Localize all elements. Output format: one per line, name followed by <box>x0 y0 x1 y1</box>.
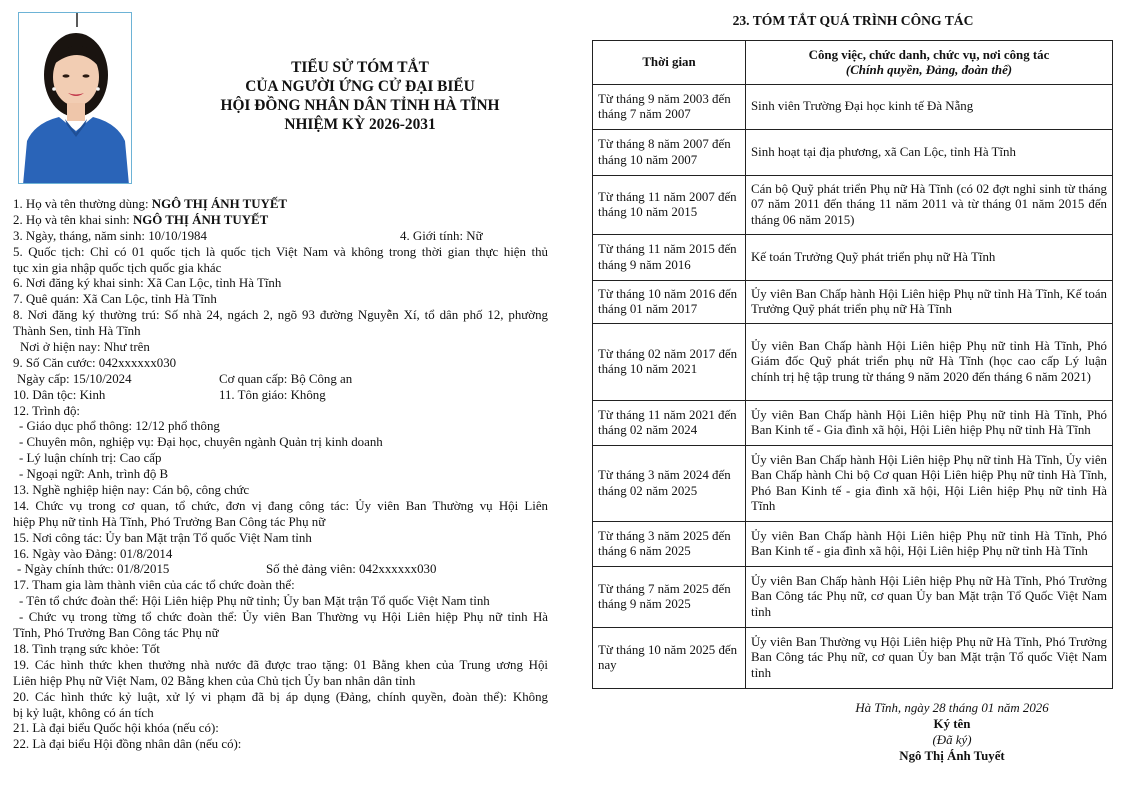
bio-line-7: 7. Quê quán: Xã Can Lộc, tỉnh Hà Tĩnh <box>13 292 217 307</box>
bio-line-9b <box>13 372 548 388</box>
bio-line-13: 13. Nghề nghiệp hiện nay: Cán bộ, công chức <box>13 483 250 498</box>
table-row <box>593 628 1113 689</box>
row-desc: Ủy viên Ban Chấp hành Hội Liên hiệp Phụ nữ Hà Tĩnh, Phó Trưởng Ban Công tác Phụ nữ, cơ quan Ủy ban Mặt trận Tổ Quốc Việt Nam tỉnh <box>746 567 1113 628</box>
table-row <box>593 235 1113 281</box>
religion: 11. Tôn giáo: Không <box>219 387 326 402</box>
row-time: Từ tháng 10 năm 2025 đến nay <box>593 628 746 689</box>
birth-name-label: 2. Họ và tên khai sinh: <box>13 212 133 227</box>
row-desc: Ủy viên Ban Chấp hành Hội Liên hiệp Phụ nữ tỉnh Hà Tĩnh, Kế toán Trưởng Quỹ phát triển phụ nữ Hà Tĩnh <box>746 281 1113 324</box>
bio-line-22: 22. Là đại biểu Hội đồng nhân dân (nếu có): <box>13 737 242 752</box>
table-row <box>593 85 1113 130</box>
row-time: Từ tháng 3 năm 2025 đến tháng 6 năm 2025 <box>593 522 746 567</box>
work-history-table <box>592 40 1113 689</box>
bio-line-9: 9. Số Căn cước: 042xxxxxx030 <box>13 355 177 370</box>
bio-line-17: 17. Tham gia làm thành viên của các tổ chức đoàn thể: <box>13 578 295 593</box>
row-time: Từ tháng 02 năm 2017 đến tháng 10 năm 2021 <box>593 324 746 401</box>
bio-line-14a: 14. Chức vụ trong cơ quan, tổ chức, đơn vị đang công tác: Ủy viên Ban Thường vụ Hội Liên <box>13 498 548 513</box>
ethnicity: 10. Dân tộc: Kinh <box>13 387 106 402</box>
party-card-number: Số thẻ đảng viên: 042xxxxxx030 <box>266 562 437 577</box>
issuing-agency: Cơ quan cấp: Bộ Công an <box>219 371 353 386</box>
row-desc: Ủy viên Ban Chấp hành Hội Liên hiệp Phụ nữ tỉnh Hà Tĩnh, Ủy viên Ban Chấp hành Chi bộ Cơ quan Hội Liên hiệp Phụ nữ tỉnh Hà Tĩnh, Phó Ban Kinh tế - gia đình xã hội, Hội Liên hiệp Phụ nữ tỉnh Hà Tĩnh <box>746 446 1113 522</box>
col-desc-title: Công việc, chức danh, chức vụ, nơi công tác <box>808 47 1050 62</box>
issue-date: Ngày cấp: 15/10/2024 <box>17 371 132 386</box>
row-time: Từ tháng 11 năm 2015 đến tháng 9 năm 2016 <box>593 235 746 281</box>
gender: 4. Giới tính: Nữ <box>400 228 483 243</box>
row-time: Từ tháng 11 năm 2007 đến tháng 10 năm 2015 <box>593 176 746 235</box>
bio-line-12: 12. Trình độ: <box>13 403 80 418</box>
bio-line-17a: - Tên tổ chức đoàn thể: Hội Liên hiệp Phụ nữ tỉnh; Ủy ban Mặt trận Tổ quốc Việt Nam tỉnh <box>19 594 490 609</box>
row-time: Từ tháng 10 năm 2016 đến tháng 01 năm 2017 <box>593 281 746 324</box>
row-desc: Ủy viên Ban Chấp hành Hội Liên hiệp Phụ nữ tỉnh Hà Tĩnh, Phó Giám đốc Quỹ phát triển phụ nữ Hà Tĩnh (học cao cấp Lý luận chính trị hệ tập trung từ tháng 9 năm 2020 đến tháng 6 năm 2021) <box>746 324 1113 401</box>
table-row <box>593 324 1113 401</box>
birth-name-value: NGÔ THỊ ÁNH TUYẾT <box>132 212 269 227</box>
title-line-2: CỦA NGƯỜI ỨNG CỬ ĐẠI BIỂU <box>245 78 475 95</box>
document-title <box>150 58 570 134</box>
signer-name: Ngô Thị Ánh Tuyết <box>899 749 1005 763</box>
col-desc-header <box>746 41 1113 85</box>
table-row <box>593 130 1113 176</box>
table-row <box>593 401 1113 446</box>
common-name-value: NGÔ THỊ ÁNH TUYẾT <box>151 197 288 211</box>
row-time: Từ tháng 8 năm 2007 đến tháng 10 năm 2007 <box>593 130 746 176</box>
bio-line-6: 6. Nơi đăng ký khai sinh: Xã Can Lộc, tỉnh Hà Tĩnh <box>13 276 282 291</box>
bio-line-3 <box>13 229 548 245</box>
bio-line-19a: 19. Các hình thức khen thưởng nhà nước đã được trao tặng: 01 Bằng khen của Trung ương Hội <box>13 657 548 672</box>
bio-line-12a: - Giáo dục phổ thông: 12/12 phổ thông <box>19 419 220 434</box>
bio-line-12c: - Lý luận chính trị: Cao cấp <box>19 451 162 466</box>
bio-line-17c: Tĩnh, Phó Trưởng Ban Công tác Phụ nữ <box>13 626 219 641</box>
table-row <box>593 446 1113 522</box>
bio-line-20b: bị kỷ luật, không có án tích <box>13 705 154 720</box>
biography-section <box>13 197 548 753</box>
portrait-icon <box>19 13 132 184</box>
title-line-4: NHIỆM KỲ 2026-2031 <box>284 116 436 133</box>
bio-line-18: 18. Tình trạng sức khỏe: Tốt <box>13 641 160 656</box>
bio-line-12b: - Chuyên môn, nghiệp vụ: Đại học, chuyên ngành Quản trị kinh doanh <box>19 435 383 450</box>
row-desc: Ủy viên Ban Thường vụ Hội Liên hiệp Phụ nữ Hà Tĩnh, Phó Trưởng Ban Công tác Phụ nữ, cơ quan Ủy ban Mặt trận Tổ quốc Việt Nam tỉnh <box>746 628 1113 689</box>
signature-block <box>832 700 1072 764</box>
row-desc: Sinh viên Trường Đại học kinh tế Đà Nẵng <box>746 85 1113 130</box>
bio-line-8a: 8. Nơi đăng ký thường trú: Số nhà 24, ngách 2, ngõ 93 đường Nguyễn Xí, tổ dân phố 12, phường <box>13 308 548 323</box>
row-desc: Sinh hoạt tại địa phương, xã Can Lộc, tỉnh Hà Tĩnh <box>746 130 1113 176</box>
row-desc: Kế toán Trưởng Quỹ phát triển phụ nữ Hà Tĩnh <box>746 235 1113 281</box>
bio-line-8b: Thành Sen, tỉnh Hà Tĩnh <box>13 324 141 339</box>
row-time: Từ tháng 3 năm 2024 đến tháng 02 năm 2025 <box>593 446 746 522</box>
row-time: Từ tháng 11 năm 2021 đến tháng 02 năm 2024 <box>593 401 746 446</box>
bio-line-1 <box>13 197 548 213</box>
row-desc: Cán bộ Quỹ phát triển Phụ nữ Hà Tĩnh (có 02 đợt nghỉ sinh từ tháng 07 năm 2011 đến tháng 11 năm 2011 và từ tháng 01 năm 2015 đến tháng 06 năm 2015) <box>746 176 1113 235</box>
bio-line-2 <box>13 213 548 229</box>
bio-line-10 <box>13 388 548 404</box>
bio-line-16: 16. Ngày vào Đảng: 01/8/2014 <box>13 546 173 561</box>
bio-line-14b: hiệp Phụ nữ tỉnh Hà Tĩnh, Phó Trưởng Ban Công tác Phụ nữ <box>13 514 326 529</box>
signature-label: Ký tên <box>933 717 971 731</box>
bio-line-20a: 20. Các hình thức kỷ luật, xử lý vi phạm đã bị áp dụng (Đảng, chính quyền, đoàn thể): Không <box>13 689 548 704</box>
col-time-header: Thời gian <box>593 41 746 85</box>
table-row <box>593 176 1113 235</box>
bio-line-5a: 5. Quốc tịch: Chỉ có 01 quốc tịch là quốc tịch Việt Nam và không trong thời gian thực hiện thủ <box>13 244 548 259</box>
table-row <box>593 567 1113 628</box>
table-row <box>593 522 1113 567</box>
title-line-1: TIỂU SỬ TÓM TẮT <box>291 59 429 76</box>
col-desc-subtitle: (Chính quyền, Đảng, đoàn thể) <box>845 62 1013 77</box>
portrait-photo <box>18 12 132 184</box>
title-line-3: HỘI ĐỒNG NHÂN DÂN TỈNH HÀ TĨNH <box>220 97 500 114</box>
place-date: Hà Tĩnh, ngày 28 tháng 01 năm 2026 <box>855 701 1049 715</box>
common-name-label: 1. Họ và tên thường dùng: <box>13 197 152 211</box>
work-history-title: 23. TÓM TẮT QUÁ TRÌNH CÔNG TÁC <box>732 13 974 28</box>
bio-line-5b: tục xin gia nhập quốc tịch quốc gia khác <box>13 260 222 275</box>
bio-line-15: 15. Nơi công tác: Ủy ban Mặt trận Tổ quốc Việt Nam tỉnh <box>13 530 312 545</box>
bio-line-12d: - Ngoại ngữ: Anh, trình độ B <box>19 467 169 482</box>
row-time: Từ tháng 7 năm 2025 đến tháng 9 năm 2025 <box>593 567 746 628</box>
signed-note: (Đã ký) <box>932 733 972 747</box>
birth-date: 3. Ngày, tháng, năm sinh: 10/10/1984 <box>13 228 207 243</box>
row-desc: Ủy viên Ban Chấp hành Hội Liên hiệp Phụ nữ tỉnh Hà Tĩnh, Phó Ban Kinh tế - Gia đình xã hội, Hội Liên hiệp Phụ nữ tỉnh Hà Tĩnh <box>746 401 1113 446</box>
table-row <box>593 281 1113 324</box>
official-date: - Ngày chính thức: 01/8/2015 <box>17 562 170 577</box>
bio-line-8c: Nơi ở hiện nay: Như trên <box>20 340 150 355</box>
bio-line-19b: Liên hiệp Phụ nữ Việt Nam, 02 Bằng khen của Chủ tịch Ủy ban nhân dân tỉnh <box>13 673 416 688</box>
bio-line-21: 21. Là đại biểu Quốc hội khóa (nếu có): <box>13 721 219 736</box>
table-header-row <box>593 41 1113 85</box>
bio-line-17b: - Chức vụ trong từng tổ chức đoàn thể: Ủy viên Ban Thường vụ Hội Liên hiệp Phụ nữ tỉnh Hà <box>19 610 548 625</box>
row-time: Từ tháng 9 năm 2003 đến tháng 7 năm 2007 <box>593 85 746 130</box>
bio-line-16b <box>13 562 548 578</box>
row-desc: Ủy viên Ban Chấp hành Hội Liên hiệp Phụ nữ tỉnh Hà Tĩnh, Phó Ban Kinh tế - gia đình xã hội, Hội Liên hiệp Phụ nữ tỉnh Hà Tĩnh <box>746 522 1113 567</box>
